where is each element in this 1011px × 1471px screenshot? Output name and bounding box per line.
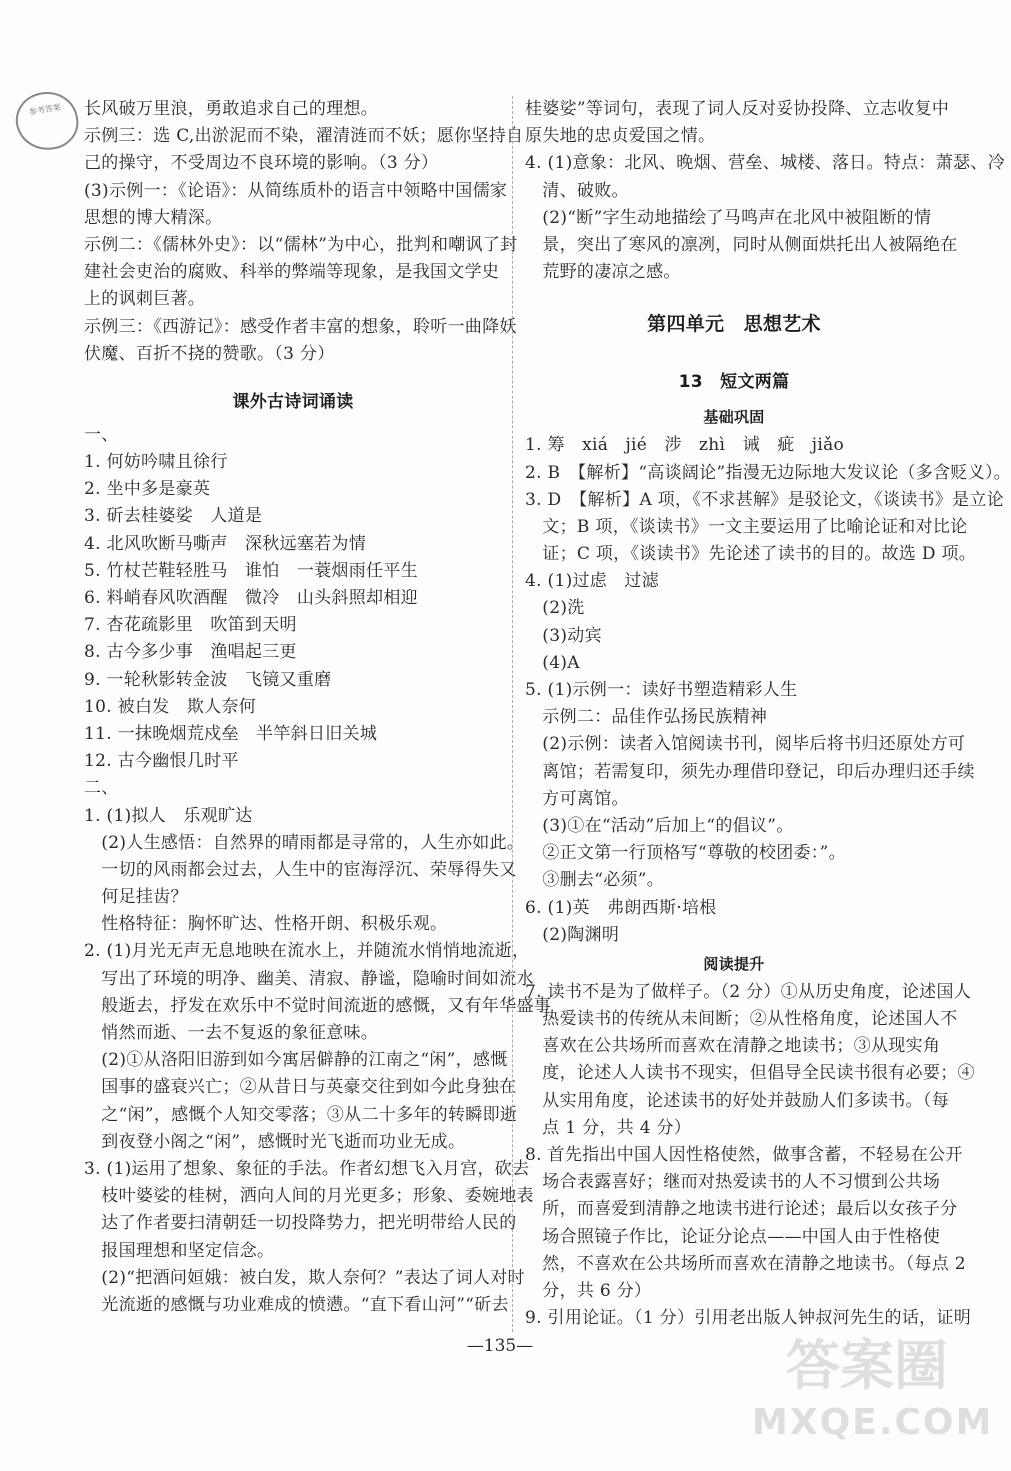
answer-line: 清、破败。 — [525, 180, 629, 201]
answer-line: 12. 古今幽恨几时平 — [84, 751, 239, 772]
answer-line: 2. B 【解析】“高谈阔论”指漫无边际地大发议论（多含贬义）。 — [525, 462, 1011, 483]
answer-line: 7. 读书不是为了做样子。（2 分）①从历史角度，论述国人 — [525, 981, 972, 1002]
answer-line: 1. (1)拟人 乐观旷达 — [84, 805, 253, 826]
answer-line: 长风破万里浪，勇敢追求自己的理想。 — [84, 99, 379, 119]
answer-line: 2. 坐中多是豪英 — [84, 479, 211, 500]
section-heading: 第四单元 思想艺术 — [647, 313, 821, 336]
answer-line: 一切的风雨都会过去，人生中的宦海浮沉、荣辱得失又 — [84, 859, 517, 880]
answer-line: 悄然而逝、一去不复返的象征意味。 — [84, 1023, 379, 1043]
answer-line: 10. 被白发 欺人奈何 — [84, 696, 257, 717]
answer-line: 性格特征：胸怀旷达、性格开朗、积极乐观。 — [84, 914, 448, 935]
section-heading: 课外古诗词诵读 — [232, 391, 354, 412]
answer-line: 3. D 【解析】A 项，《不求甚解》是驳论文，《谈读书》是立论 — [525, 489, 1005, 510]
stamp-text: 参考答案 — [28, 102, 62, 117]
answer-line: 原失地的忠贞爱国之情。 — [525, 126, 716, 147]
answer-line: 1. 筹 xiá jié 涉 zhì 诫 疵 jiǎo — [525, 435, 845, 456]
answer-line: (2)示例：读者入馆阅读书刊，阅毕后将书归还原处方可 — [525, 734, 966, 755]
answer-line: 8. 首先指出中国人因性格使然，做事含蓄，不轻易在公开 — [525, 1145, 963, 1165]
answer-line: 2. (1)月光无声无息地映在流水上，并随流水悄悄地流逝， — [84, 941, 530, 962]
answer-line: 然，不喜欢在公共场所而喜欢在清静之地读书。（每点 2 — [525, 1253, 966, 1274]
answer-line: 示例二：品佳作弘扬民族精神 — [525, 707, 768, 728]
answer-line: (3)动宾 — [525, 625, 602, 646]
section-heading: 基础巩固 — [703, 408, 765, 427]
answer-line: 文；B 项，《谈读书》一文主要运用了比喻论证和对比论 — [525, 516, 968, 537]
answer-line: 11. 一抹晚烟荒戍垒 半竿斜日旧关城 — [84, 723, 378, 744]
answer-line: 桂婆娑”等词句，表现了词人反对妥协投降、立志收复中 — [525, 99, 950, 119]
answer-line: 4. (1)过虑 过滤 — [525, 571, 660, 592]
answer-line: 之“闲”，感慨个人知交零落；③从二十多年的转瞬即逝 — [84, 1104, 518, 1125]
answer-line: 伏魔、百折不挠的赞歌。（3 分） — [84, 343, 335, 364]
answer-line: 分，共 6 分） — [525, 1280, 652, 1301]
section-gap — [525, 286, 943, 300]
answer-line: 热爱读书的传统从未间断；②从性格角度，论述国人不 — [525, 1009, 958, 1030]
answer-line: 3. (1)运用了想象、象征的手法。作者幻想飞入月宫，砍去 — [84, 1158, 530, 1179]
answer-line: 点 1 分，共 4 分） — [525, 1117, 692, 1138]
answer-line: 般逝去，抒发在欢乐中不觉时间流逝的感慨，又有年华盛事 — [84, 995, 552, 1016]
answer-line: 己的操守，不受周边不良环境的影响。（3 分） — [84, 153, 439, 174]
answer-line: 达了作者要扫清朝廷一切投降势力，把光明带给人民的 — [84, 1213, 517, 1234]
answer-line: 到夜登小阁之“闲”，感慨时光飞逝而功业无成。 — [84, 1131, 466, 1152]
answer-line: 度，论述人人读书不现实，但倡导全民读书很有必要；④ — [525, 1063, 975, 1084]
answer-line: 1. 何妨吟啸且徐行 — [84, 452, 228, 473]
section-heading: 阅读提升 — [703, 954, 765, 973]
answer-line: 5. (1)示例一：读好书塑造精彩人生 — [525, 680, 798, 700]
answer-line: 8. 古今多少事 渔唱起三更 — [84, 642, 297, 663]
answer-line: 一、 — [84, 424, 119, 445]
answer-line: (3)①在“活动”后加上“的倡议”。 — [525, 815, 794, 836]
answer-line: (2)陶渊明 — [525, 924, 620, 945]
answer-line: 荒野的凄凉之感。 — [525, 262, 681, 283]
answer-line: 所，而喜爱到清静之地读书进行论述；最后以女孩子分 — [525, 1199, 958, 1220]
answer-line: 9. 引用论证。（1 分）引用老出版人钟叔河先生的话，证明 — [525, 1308, 972, 1329]
answer-line: 二、 — [84, 778, 119, 799]
answer-line: 方可离馆。 — [525, 788, 629, 809]
page-number: —135— — [466, 1336, 534, 1356]
answer-line: 枝叶婆娑的桂树，洒向人间的月光更多；形象、委婉地表 — [84, 1186, 534, 1207]
answer-line: 3. 斫去桂婆娑 人道是 — [84, 506, 263, 527]
answer-line: 从实用角度，论述读书的好处并鼓励人们多读书。（每 — [525, 1090, 949, 1111]
section-gap — [84, 368, 502, 382]
answer-line: 上的讽刺巨著。 — [84, 289, 206, 310]
answer-line: 示例三：选 C,出淤泥而不染，濯清涟而不妖；愿你坚持自 — [84, 126, 524, 147]
answer-line: 示例三：《西游记》：感受作者丰富的想象，聆听一曲降妖 — [84, 316, 517, 337]
answer-line: 光流逝的感慨与功业难成的愤懑。“直下看山河”“斫去 — [84, 1294, 509, 1315]
answer-line: 思想的博大精深。 — [84, 207, 223, 228]
answer-line: 景，突出了寒风的凛冽，同时从侧面烘托出人被隔绝在 — [525, 234, 958, 255]
answer-line: 国事的盛衰兴亡；②从昔日与英豪交往到如今此身独在 — [84, 1077, 517, 1098]
watermark-url: MXQE.COM — [752, 1402, 994, 1443]
answer-line: 4. (1)意象：北风、晚烟、营垒、城楼、落日。特点：萧瑟、冷 — [525, 153, 1006, 174]
answer-stamp — [11, 87, 82, 155]
answer-line: 写出了环境的明净、幽美、清寂、静谧，隐喻时间如流水 — [84, 968, 534, 989]
answer-line: ②正文第一行顶格写“尊敬的校团委：”。 — [525, 843, 846, 864]
answer-line: 报国理想和坚定信念。 — [84, 1240, 275, 1261]
answer-line: (2)①从洛阳旧游到如今寓居僻静的江南之“闲”，感慨 — [84, 1050, 508, 1071]
section-heading: 13 短文两篇 — [678, 372, 790, 393]
site-watermark — [752, 1331, 994, 1461]
answer-line: 证；C 项，《谈读书》先论述了读书的目的。故选 D 项。 — [525, 544, 977, 565]
answer-line: 6. (1)英 弗朗西斯·培根 — [525, 897, 717, 918]
answer-line: 喜欢在公共场所而喜欢在清静之地读书；③从现实角 — [525, 1036, 941, 1057]
section-gap — [525, 348, 943, 362]
watermark-logo-text: 答案圈 — [786, 1334, 948, 1397]
answer-line: 场合表露喜好；继而对热爱读书的人不习惯到公共场 — [525, 1172, 941, 1193]
answer-line: 6. 料峭春风吹酒醒 微冷 山头斜照却相迎 — [84, 588, 418, 608]
answer-line: 场合照镜子作比，论证分论点——中国人由于性格使 — [525, 1226, 941, 1247]
answer-line: (3)示例一：《论语》：从简练质朴的语言中领略中国儒家 — [84, 180, 508, 201]
answer-line: (2)“把酒问姮娥：被白发，欺人奈何？”表达了词人对时 — [84, 1267, 525, 1288]
answer-line: 离馆；若需复印，须先办理借印登记，印后办理归还手续 — [525, 761, 975, 782]
answer-line: 9. 一轮秋影转金波 飞镜又重磨 — [84, 669, 332, 690]
right-column — [512, 96, 1011, 1332]
left-column — [84, 96, 552, 1319]
answer-line: 何足挂齿？ — [84, 887, 188, 908]
answer-line: ③删去“必须”。 — [525, 870, 665, 891]
answer-line: 5. 竹杖芒鞋轻胜马 谁怕 一蓑烟雨任平生 — [84, 560, 418, 581]
answer-line: 4. 北风吹断马嘶声 深秋远塞若为情 — [84, 533, 367, 554]
answer-line: (2)人生感悟：自然界的晴雨都是寻常的，人生亦如此。 — [84, 832, 525, 853]
answer-line: (2)洗 — [525, 598, 585, 619]
answer-line: 示例二：《儒林外史》：以“儒林”为中心，批判和嘲讽了封 — [84, 234, 518, 255]
answer-line: 7. 杏花疏影里 吹笛到天明 — [84, 615, 297, 636]
answer-line: (4)A — [525, 652, 580, 673]
answer-line: (2)“断”字生动地描绘了马鸣声在北风中被阻断的情 — [525, 207, 932, 228]
answer-line: 建社会吏治的腐败、科举的弊端等现象，是我国文学史 — [84, 262, 500, 283]
